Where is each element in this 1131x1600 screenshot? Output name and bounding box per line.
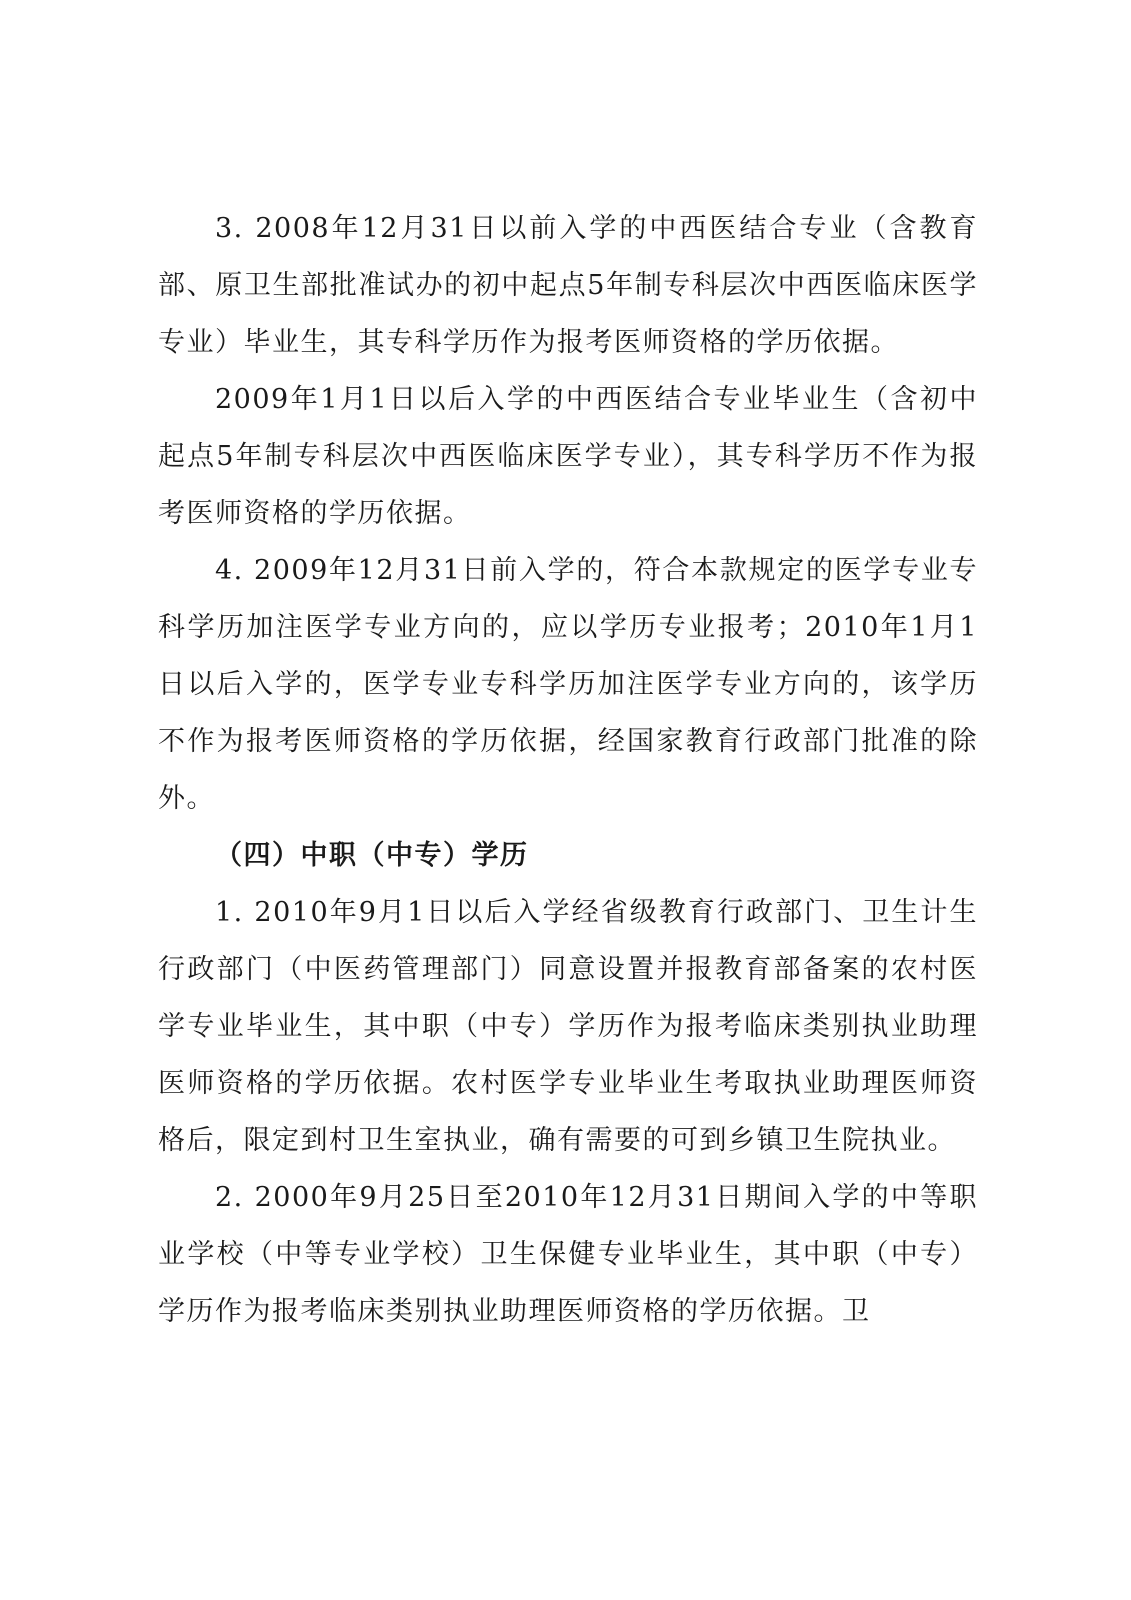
document-body — [158, 200, 978, 1340]
paragraph-item-3: 3. 2008年12月31日以前入学的中西医结合专业（含教育部、原卫生部批准试办的初中起点5年制专科层次中西医临床医学专业）毕业生，其专科学历作为报考医师资格的学历依据。 — [158, 213, 978, 358]
section-paragraph-1: 1. 2010年9月1日以后入学经省级教育行政部门、卫生计生行政部门（中医药管理部门）同意设置并报教育部备案的农村医学专业毕业生，其中职（中专）学历作为报考临床类别执业助理医师资格的学历依据。农村医学专业毕业生考取执业助理医师资格后，限定到村卫生室执业，确有需要的可到乡镇卫生院执业。 — [158, 897, 978, 1156]
section-paragraph-2: 2. 2000年9月25日至2010年12月31日期间入学的中等职业学校（中等专业学校）卫生保健专业毕业生，其中职（中专）学历作为报考临床类别执业助理医师资格的学历依据。卫 — [158, 1182, 978, 1327]
section-heading: （四）中职（中专）学历 — [215, 840, 529, 871]
paragraph-item-4: 4. 2009年12月31日前入学的，符合本款规定的医学专业专科学历加注医学专业方向的，应以学历专业报考；2010年1月1日以后入学的，医学专业专科学历加注医学专业方向的，该学历不作为报考医师资格的学历依据，经国家教育行政部门批准的除外。 — [158, 555, 978, 814]
paragraph-item-3-continued: 2009年1月1日以后入学的中西医结合专业毕业生（含初中起点5年制专科层次中西医临床医学专业），其专科学历不作为报考医师资格的学历依据。 — [158, 384, 978, 529]
